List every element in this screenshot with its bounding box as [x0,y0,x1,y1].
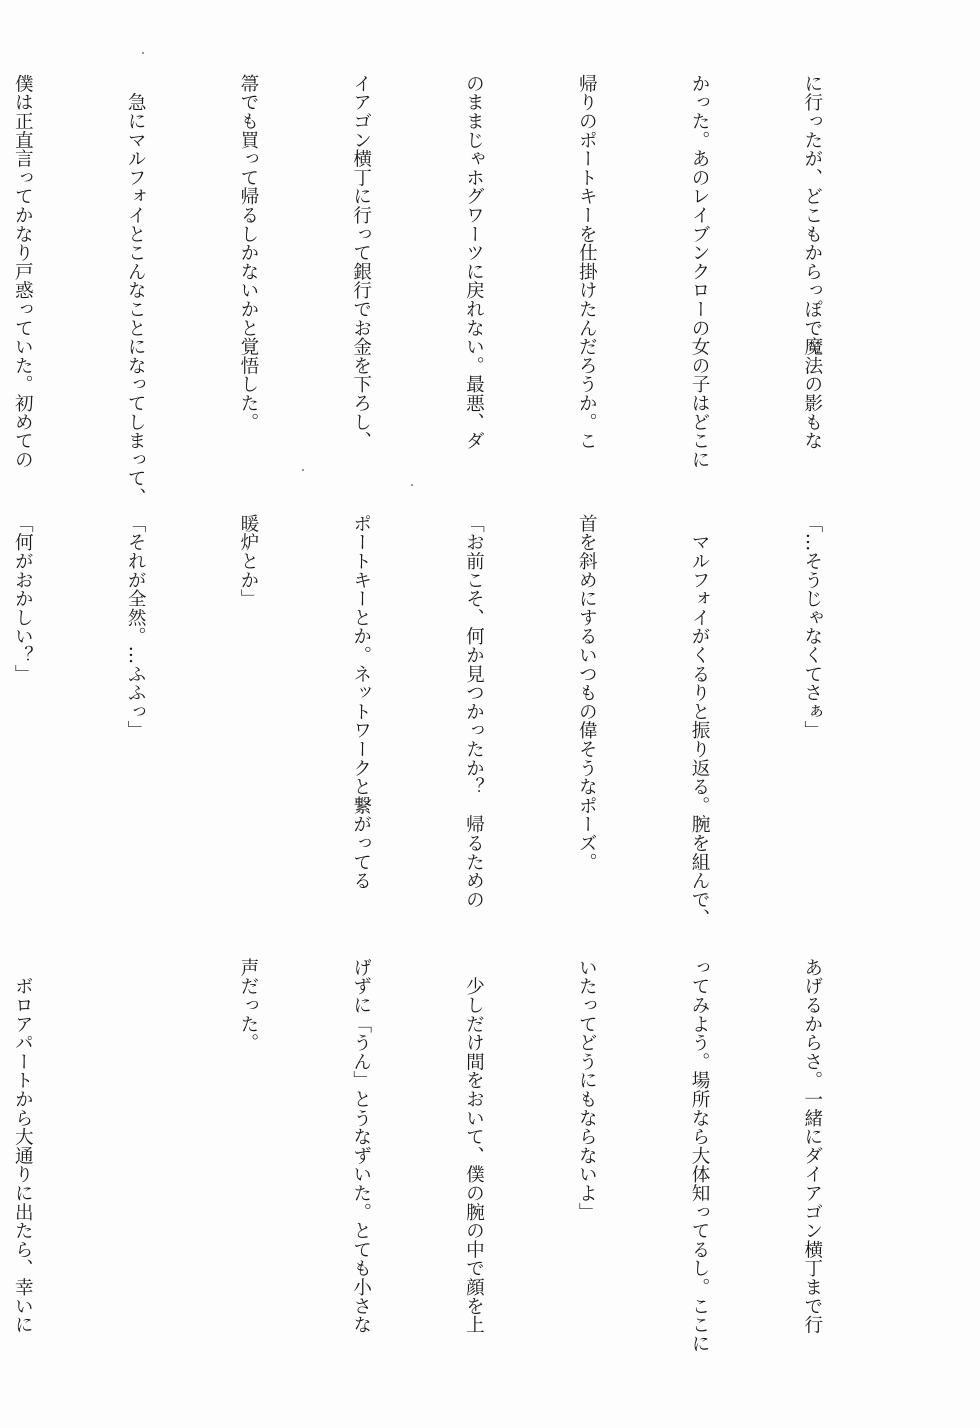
scan-speck [302,469,304,471]
text-tier-middle [12,514,906,928]
text-line: 「…そうじゃなくてさぁ」 [801,514,823,740]
text-line: げずに「うん」とうなずいた。とても小さな [350,958,372,1334]
text-line: イアゴン横丁に行って銀行でお金を下ろし、 [350,74,372,450]
text-line: あげるからさ。一緒にダイアゴン横丁まで行 [801,958,823,1334]
text-line: に行ったが、どこもからっぽで魔法の影もな [801,74,823,450]
text-line: 少しだけ間をおいて、僕の腕の中で顔を上 [463,958,485,1334]
text-line: マルフォイがくるりと振り返る。腕を組んで、 [689,514,711,928]
scan-speck [142,52,144,54]
text-tier-top [12,74,906,507]
text-tier-bottom [12,958,906,1353]
text-line: かった。あのレイブンクローの女の子はどこに [689,74,711,469]
text-line: 「それが全然。…ふふっ」 [125,514,147,740]
text-line: のままじゃホグワーツに戻れない。最悪、ダ [463,74,485,450]
text-line: 箒でも買って帰るしかないかと覚悟した。 [237,74,259,432]
text-line: 首を斜めにするいつもの偉そうなポーズ。 [576,514,598,872]
text-line: 帰りのポートキーを仕掛けたんだろうか。こ [576,74,598,450]
text-line: 「何がおかしい？」 [12,514,34,684]
text-line: 声だった。 [237,958,259,1052]
scan-speck [411,484,413,486]
text-line: 「お前こそ、何か見つかったか？ 帰るための [463,514,485,909]
text-line [117,958,155,1348]
text-line: ポートキーとか。ネットワークと繋がってる [350,514,372,890]
text-line: 暖炉とか」 [237,514,259,608]
text-line: ってみよう。場所なら大体知ってるし。ここに [689,958,711,1353]
text-line: ボロアパートから大通りに出たら、幸いに [12,958,34,1334]
text-line: いたってどうにもならないよ」 [576,958,598,1222]
text-line: 僕は正直言ってかなり戸惑っていた。初めての [12,74,34,469]
text-line: 急にマルフォイとこんなことになってしまって、 [125,74,147,507]
